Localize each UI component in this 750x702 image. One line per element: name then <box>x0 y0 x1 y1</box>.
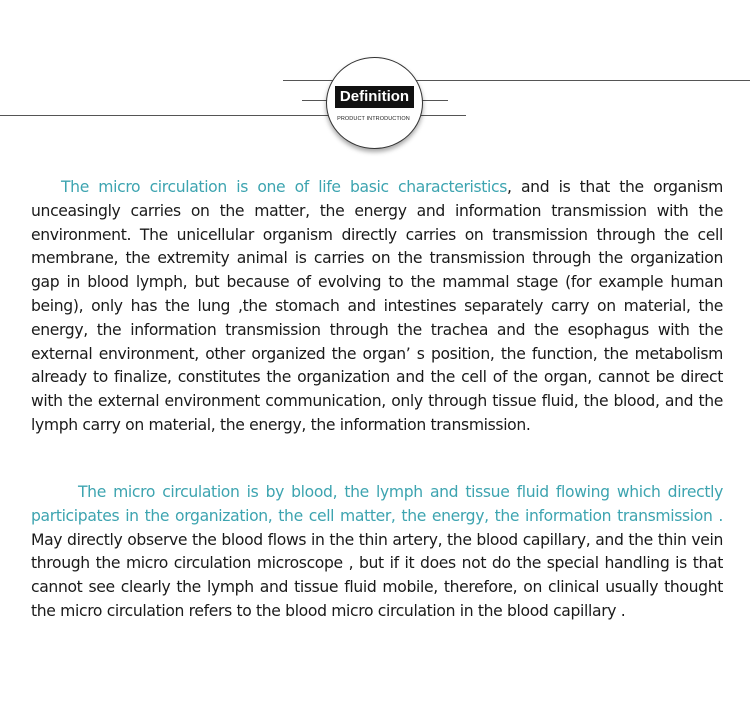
paragraph-1-highlight: The micro circulation is one of life basic characteristics <box>61 178 508 196</box>
header-line-right-top <box>404 80 750 81</box>
section-title: Definition <box>335 86 414 108</box>
header-line-left-bottom <box>0 115 337 116</box>
section-subtitle: PRODUCT INTRODUCTION <box>337 116 410 122</box>
paragraph-1 <box>31 176 723 438</box>
paragraph-1-body: , and is that the organism unceasingly carries on the matter, the energy and information transmission with the environment. The unicellular organism directly carries on transmission through the cell membrane, the extremity animal is carries on the transmission through the organization gap in blood lymph, but because of evolving to the mammal stage (for example human being), only has the lung ,the stomach and intestines separately carry on material, the energy, the information transmission through the trachea and the esophagus with the external environment, other organized the organ’ s position, the function, the metabolism already to finalize, constitutes the organization and the cell of the organ, cannot be direct with the external environment communication, only through tissue fluid, the blood, and the lymph carry on material, the energy, the information transmission. <box>31 178 723 434</box>
paragraph-2-highlight: The micro circulation is by blood, the lymph and tissue fluid flowing which directly participates in the organization, the cell matter, the energy, the information transmission . <box>31 483 723 525</box>
paragraph-2-body: May directly observe the blood flows in the thin artery, the blood capillary, and the thin vein through the micro circulation microscope , but if it does not do the special handling is that cannot see clearly the lymph and tissue fluid mobile, therefore, on clinical usually thought the micro circulation refers to the blood micro circulation in the blood capillary . <box>31 530 723 620</box>
paragraph-2 <box>31 481 723 624</box>
section-header <box>0 0 750 160</box>
